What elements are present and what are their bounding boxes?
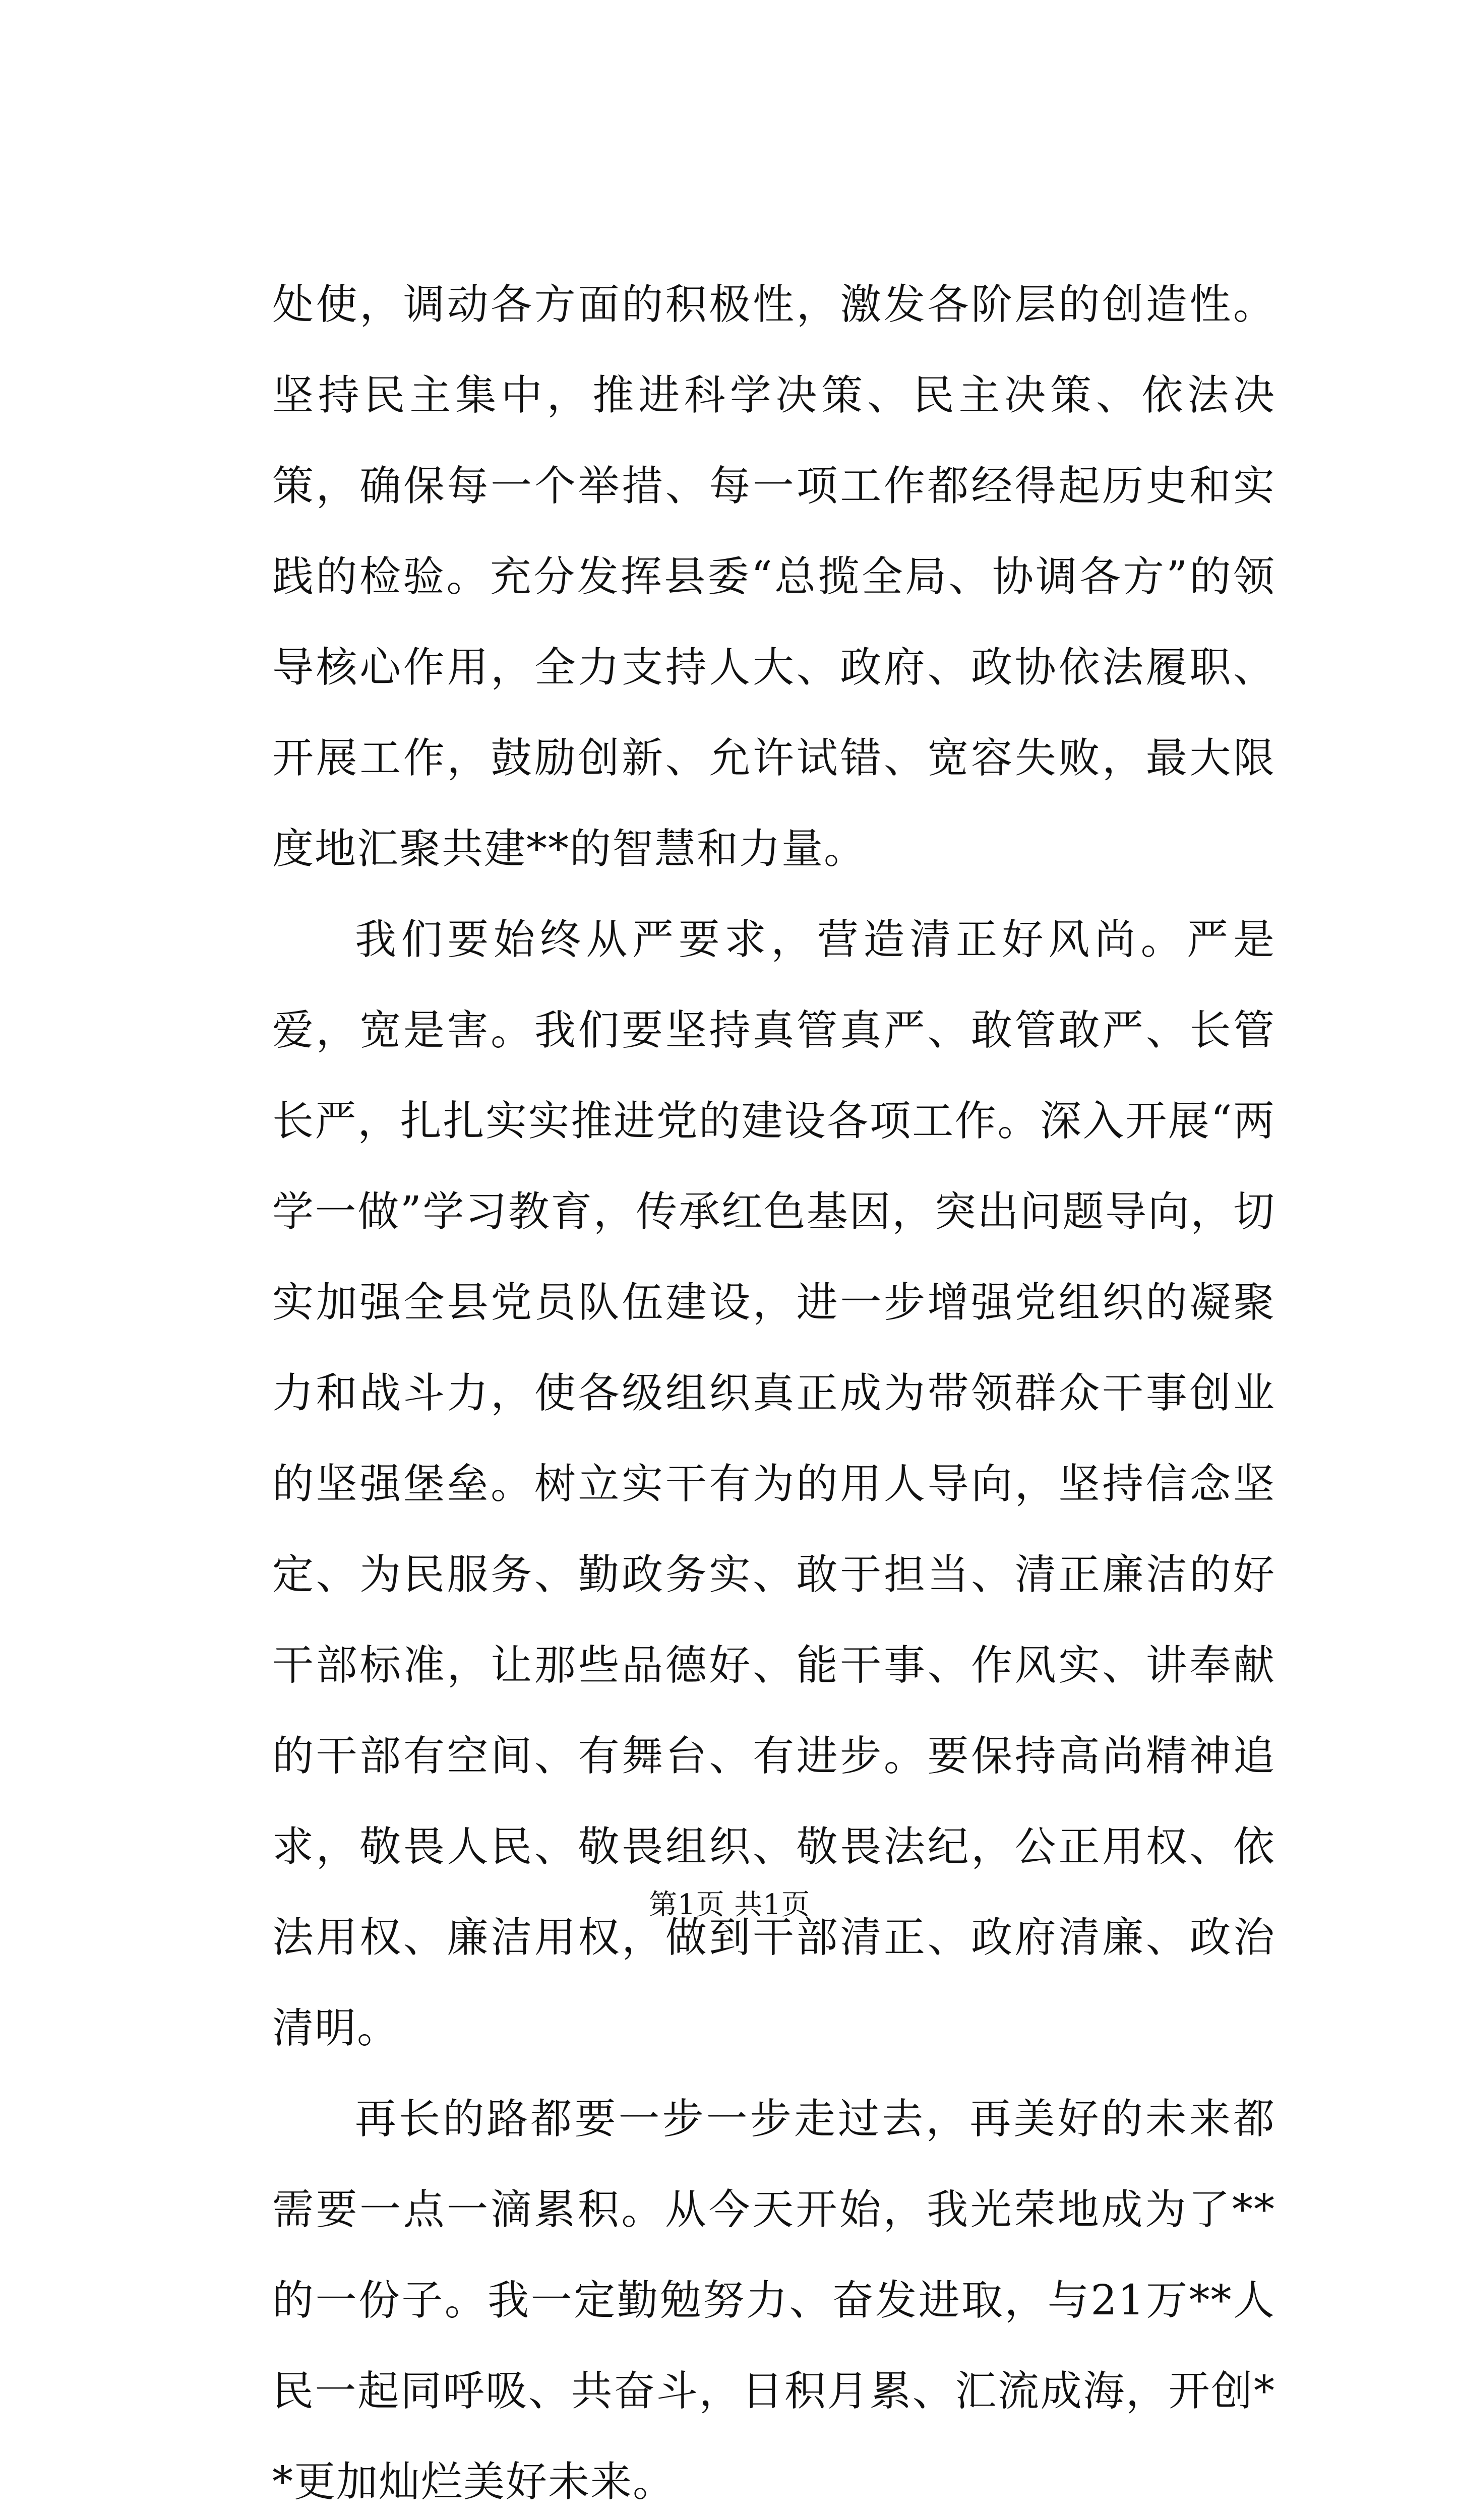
paragraph-2: 我们要始终从严要求，营造清正好风尚。严是爱，宽是害。我们要坚持真管真严、敢管敢严、长管长严，扎扎实实推进党的建设各项工作。深入开展“两学一做”学习教育，传承红色基因，突出问题导向，切实加强全县党员队伍建设，进一步增强党组织的凝聚力和战斗力，使各级组织真正成为带领群众干事创业的坚强堡垒。树立实干有为的用人导向，坚持信念坚定、为民服务、勤政务实、敢于担当、清正廉洁的好干部标准，让那些品德好、能干事、作风实、讲奉献的干部有空间、有舞台、有进步。要保持高尚精神追求，敬畏人民、敬畏组织、敬畏法纪，公正用权、依法用权、廉洁用权，做到干部清正、政府清廉、政治清明。 <box>272 916 1275 2052</box>
page-footer: 第1页 共1页 <box>648 1888 811 1921</box>
paragraph-3: 再长的路都要一步一步走过去，再美好的未来都需要一点一滴累积。从今天开始，我光荣地成为了**的一份子。我一定勤勉努力、奋发进取，与21万**人民一起同呼吸、共奋斗，日积月累、汇流成海，开创**更加灿烂美好未来。 <box>272 2095 1275 2506</box>
paragraph-1: 处使，调动各方面的积极性，激发各阶层的创造性。坚持民主集中，推进科学决策、民主决策、依法决策，确保每一个举措、每一项工作都经得起历史和实践的检验。充分发挥县委“总揽全局、协调各方”的领导核心作用，全力支持人大、政府、政协依法履职、开展工作，鼓励创新、允许试错、宽容失败，最大限度地汇聚共建**的智慧和力量。 <box>272 281 1275 873</box>
document-body <box>272 260 1275 2520</box>
